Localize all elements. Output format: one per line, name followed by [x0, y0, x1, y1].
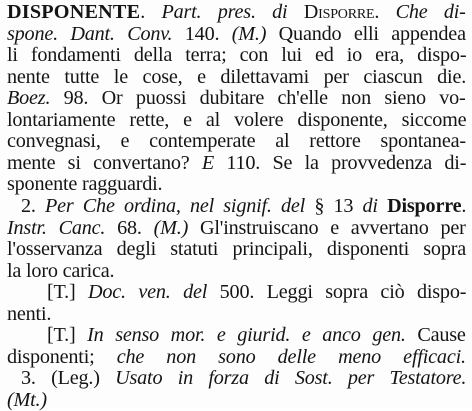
entry-line [21, 368, 466, 390]
entry-text: . [374, 1, 396, 23]
entry-text: 500. Leggi sopra ciò dispo- [207, 281, 467, 304]
entry-text: 2. [21, 194, 45, 217]
entry-text: li fondamenti della terra; con lui ed io era, dispo- [7, 44, 467, 67]
entry-text: [T.] [47, 324, 88, 347]
entry-text: Disporre [377, 194, 462, 217]
entry-line [7, 304, 51, 326]
entry-line [7, 261, 114, 283]
entry-line [7, 153, 466, 175]
entry-line [7, 67, 466, 89]
entry-text: Instr. Canc. [7, 216, 106, 239]
entry-text: spone. Dant. Conv. [7, 22, 173, 45]
entry-text: lontariamente rette, e al volere disponente, siccome [7, 108, 467, 131]
entry-text: mente si convertano? [7, 151, 202, 174]
entry-text: Quando elli appendea [266, 22, 466, 45]
entry-text: Gl'instruiscano e avvertano per [188, 216, 466, 239]
entry-text: convegnasi, e contemperate al rettore spontanea- [7, 130, 466, 153]
entry-text: di [362, 194, 378, 217]
entry-text: che non sono delle meno efficaci. [116, 345, 466, 368]
entry-text: l'osservanza degli statuti principali, disponenti sopra [7, 238, 466, 261]
entry-text: Cause [405, 324, 466, 347]
entry-text: Che di- [395, 1, 466, 23]
entry-line [7, 110, 466, 132]
entry-text: sponente ragguardi. [7, 173, 163, 196]
entry-text: Doc. ven. del [88, 281, 208, 304]
entry-text: Per Che ordina, nel signif. del [45, 194, 306, 217]
entry-line [7, 239, 466, 261]
entry-text: Boez. [7, 87, 51, 110]
entry-text: Disporre [303, 1, 375, 23]
entry-line [47, 325, 466, 347]
entry-line [7, 131, 466, 153]
entry-text: E [201, 151, 215, 174]
entry-text: 68. [105, 216, 154, 239]
entry-text: (Mt.) [7, 388, 47, 411]
entry-line [47, 282, 466, 304]
entry-text: (Leg.) [51, 367, 116, 390]
entry-text: In senso mor. e giurid. e anco gen. [87, 324, 406, 347]
entry-line [7, 174, 162, 196]
entry-text: 98. Or puossi dubitare ch'elle non sieno vo- [50, 87, 466, 110]
entry-text: [T.] [47, 281, 89, 304]
entry-line [7, 2, 466, 24]
entry-text: nente tutte le cose, e dilettavami per ciascun die. [7, 65, 467, 88]
entry-line [7, 347, 466, 369]
entry-text: la loro carica. [7, 259, 115, 282]
entry-text: . [461, 194, 467, 217]
entry-line [21, 196, 466, 218]
entry-text: (M.) [153, 216, 189, 239]
entry-text: . [140, 1, 162, 23]
entry-text: 3. [21, 367, 52, 390]
entry-line [7, 88, 466, 110]
entry-text: disponenti; [7, 345, 117, 368]
entry-text: nenti. [7, 302, 52, 325]
entry-text: 140. [172, 22, 232, 45]
entry-text: Part. pres. di [161, 1, 304, 23]
entry-line [7, 24, 466, 46]
entry-line [7, 45, 466, 67]
entry-line [7, 390, 47, 411]
entry-text: (M.) [231, 22, 267, 45]
entry-line [7, 218, 466, 240]
entry-text: Usato in forza di Sost. per Testatore. [115, 367, 467, 390]
headword: DISPONENTE [7, 1, 141, 23]
entry-text: 110. Se la provvedenza di- [214, 151, 467, 174]
entry-text: § 13 [305, 194, 363, 217]
